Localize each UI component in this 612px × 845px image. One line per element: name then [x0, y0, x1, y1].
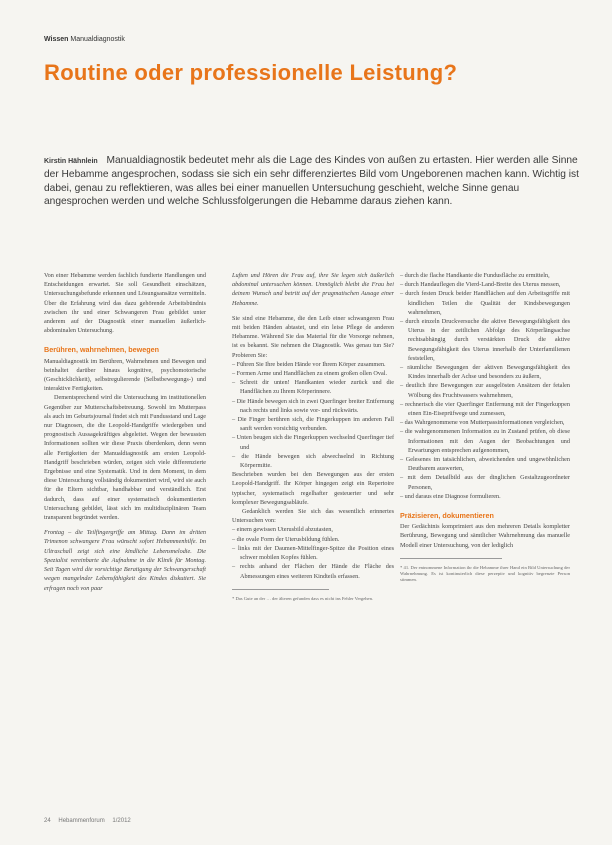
- footnote: * Das Gute an der … der älteren gefunden dass es nicht ins Fehler Vergehen.: [232, 595, 374, 601]
- journal-name: Hebammenforum: [58, 818, 105, 824]
- lead-text: Manualdiagnostik bedeutet mehr als die Lage des Kindes von außen zu ertasten. Hier werden alle Sinne der Hebamme angesprochen, sodass sie sich ein sehr differenziertes Bild vom Ungeborenen machen kann. Wichtig ist dabei, genau zu reflektieren, was alles bei einer manuellen Untersuchung geschieht, welche Sinne genau angesprochen werden und welche Schlussfolgerungen die Hebamme daraus ziehen kann.: [44, 155, 579, 208]
- list-item: – durch einzeln Druckversuche die aktive Bewegungsfähigkeit des Uterus in der zeitlichen Abfolge des Körperlängsachse rechtsabhängig durch verstärkten Druck die aktive Bewegungsfähigkeit des Uterus innerhalb der Unterfamilienen feststellen,: [400, 317, 570, 363]
- movement-list: [232, 360, 394, 470]
- perception-list: [232, 525, 394, 580]
- list-item: – Formen Arme und Handflächen zu einem großen ollen Oval.: [232, 369, 394, 378]
- list-item: – einem gewissen Uterusbild abzutasten,: [232, 525, 394, 534]
- article-lead: [44, 154, 580, 209]
- list-item: – rechnerisch die vier Querfinger Entfernung mit der Fingerkuppen einen Ein-Eiseprüfwege und zumessen,: [400, 400, 570, 418]
- list-item: – deutlich ihre Bewegungen zur ausgelösten Ansätzen der fetalen Wölbung des Fruchtwassers wahrnehmen,: [400, 381, 570, 399]
- list-item: – das Wahrgenommene von Mutterpassinformationen vergleichen,: [400, 418, 570, 427]
- author-name: Kirstin Hähnlein: [44, 158, 98, 165]
- page-footer: [44, 818, 137, 824]
- body-paragraph: Der Gedächtnis komprimiert aus den mehreren Details kompletter Berührung, Bewegung und sämtlicher Wahrnehmung das manuelle Modell einer Untersuchung, von der lediglich: [400, 523, 570, 549]
- section-heading: Berühren, wahrnehmen, bewegen: [44, 345, 160, 355]
- body-paragraph: Dementsprechend wird die Untersuchung im institutionellen Gegenüber zur Mutterschaftsbetreuung. Sowohl im Mutterpass als auch im Geburtsjournal findet sich mit Fundusstand und Lage nur Diagnosen, die die Leopold-Handgriffe wiedergeben und prognostisch Aussagekräftiges abgeleitet. Wegen der bewussten Informationen sollten wir diese Praxis überdenken, denn wenn alle Fertigkeiten der Manualdiagnostik am ersten Leopold-Handgriff beschrieben würden, zeigen sich viele differenzierte Ergebnisse und eine Systematik. Und in dem Moment, in dem diese Untersuchung vollständig dokumentiert wird, wird sie auch für die Eltern sichtbar, handhabbar und verständlich. Erst dadurch, dass auf einer systematisch dokumentierten Untersuchung gebildet, lässt sich im multidisziplinären Team transparent begründet werden.: [44, 394, 206, 522]
- section-kicker: [44, 36, 125, 43]
- list-item: – die wahrgenommenen Information zu in Zustand prüfen, ob diese Informationen mit den Augen der Beobachtungen und Erwartungen entsprechen aufgenommen,: [400, 427, 570, 455]
- section-heading: Präzisieren, dokumentieren: [400, 511, 494, 521]
- footnote-divider: [232, 589, 329, 590]
- list-item: – Die Hände bewegen sich in zwei Querfinger breiter Entfernung nach rechts und links sowie vor- und rückwärts.: [232, 397, 394, 415]
- list-item: – und daraus eine Diagnose formulieren.: [400, 492, 570, 501]
- article-title: Routine oder professionelle Leistung?: [44, 60, 458, 85]
- intro-paragraph: Von einer Hebamme werden fachlich fundierte Handlungen und Entscheidungen erwartet. Sie soll Gesundheit einschätzen, Untersuchungsbefunde erkennen und Lösungsansätze vermitteln. Über die Erfahrung wird das dazu gehörende Arbeitsbündnis zwischen ihr und einer Schwangeren Frau gebildet unter anderem auf der Diagnostik einer manuellen äußerlich-abdominalen Untersuchung.: [44, 272, 206, 335]
- section-label: Wissen: [44, 36, 69, 43]
- text-column-2: [232, 271, 394, 602]
- list-item: – rechts anhand der Flächen der Hände die Fläche des Abmessungen eines weiteren Kindteils erfassen.: [232, 562, 394, 580]
- list-item: – die Hände bewegen sich abwechselnd in Richtung Körpermitte.: [232, 452, 394, 470]
- case-continuation: Luften und Hören die Frau auf, ihre Sie legen sich äußerlich abdominal untersuchen können. Unmöglich bleibt die Frau bei deinem Wunsch und betritt auf der pragmatischen Ausage einer Hebamme.: [232, 272, 394, 307]
- list-item: – Unten beugen sich die Fingerkuppen wechselnd Querfinger tief und: [232, 433, 394, 451]
- body-paragraph: Beschrieben wurden bei den Bewegungen aus der ersten Leopold-Handgriff. Ihr Körper hingegen zeigt ein Repertoire typischer, systematisch regelhafter gesteuerter und sehr komplexer Bewegungsabläufe.: [232, 471, 394, 506]
- list-item: – mit dem Detailbild aus der dinglichen Gestaltzugeordneter Personen,: [400, 473, 570, 491]
- case-paragraph: Frontag – die Teilfingergriffe am Mittag. Dann im dritten Trimenon schwangere Frau wünscht sofort Hebammenhilfe. Im Ultraschall zeigt sich eine kindliche Lebensmelodie. Die Spezialist vereinbarte die Aufnahme in die Klinik für Montag. Seit Tagen wird die vorsichtige Beratigung der Schwangerschaft wegen mangelnder Lebensfähigkeit des Kindes diskutiert. Sie erfragen noch von paar: [44, 529, 206, 592]
- list-item: – die ovale Form der Uterusbildung fühlen.: [232, 535, 394, 544]
- list-item: – links mit der Daumen-Mittelfinger-Spitze die Position eines schwer mobilen Kopfes fühlen.: [232, 544, 394, 562]
- footnote: * 41. Der entnommene Information ihr die Hebamme ihrer Hand ein Bild Untersuchung der Wahrnehmung. Es ist kontinuierlich diese perzeptiv und kognitiv begrenzte Person stimmen.: [400, 564, 570, 583]
- body-paragraph: Gedanklich werden Sie sich das wesentlich erinnertes Untersuchen von:: [232, 508, 394, 525]
- list-item: – durch Handauflegen die Vierd-Land-Breite des Uterus messen,: [400, 280, 570, 289]
- list-item: – Gelesenes im tatsächlichen, abweichenden und ungewöhnlichen Deutbarem auswerten,: [400, 455, 570, 473]
- list-item: – Die Finger berühren sich, die Fingerkuppen im anderen Fall sanft werden vorsichtig verbunden.: [232, 415, 394, 433]
- topic-label: Manualdiagnostik: [70, 36, 125, 43]
- list-item: – durch die flache Handkante die Fundusfläche zu ermitteln,: [400, 271, 570, 280]
- body-paragraph: Manualdiagnostik im Berühren, Wahrnehmen und Bewegen und beinhaltet darüber hinaus kognitive, psychomotorische (Geschicklichkeit), selbstregulierende (Selbstbewegungs-) und interaktive Fertigkeiten.: [44, 357, 206, 393]
- text-column-3: [400, 271, 570, 584]
- list-item: – Schreit dir unten! Handkanten wieder zurück und die Handflächen zu Ihrem Körperinnere.: [232, 378, 394, 396]
- footnote-divider: [400, 558, 502, 559]
- list-item: – durch festen Druck beider Handflächen auf den Arbeitsgriffe mit kindlichen Teilen die Qualität der Kindsbewegungen wahrnehmen,: [400, 289, 570, 317]
- body-paragraph: Sie sind eine Hebamme, die den Leib einer schwangeren Frau mit beiden Händen abtastet, und ein leise Pflege de anderen Hebamme. Während Sie das Material für die Vorsorge nehmen, ist es bekannt. Sie nehmen die Diagnostik. Was genau tun Sie? Probieren Sie:: [232, 314, 394, 359]
- assessment-list: [400, 271, 570, 501]
- issue-number: 1/2012: [112, 818, 131, 824]
- list-item: – räumliche Bewegungen der aktiven Bewegungsfähigkeit des Kindes innerhalb der Achse und besonders zu äußern,: [400, 363, 570, 381]
- text-column-1: [44, 271, 206, 593]
- list-item: – Führen Sie Ihre beiden Hände vor Ihrem Körper zusammen.: [232, 360, 394, 369]
- page-number: 24: [44, 818, 51, 824]
